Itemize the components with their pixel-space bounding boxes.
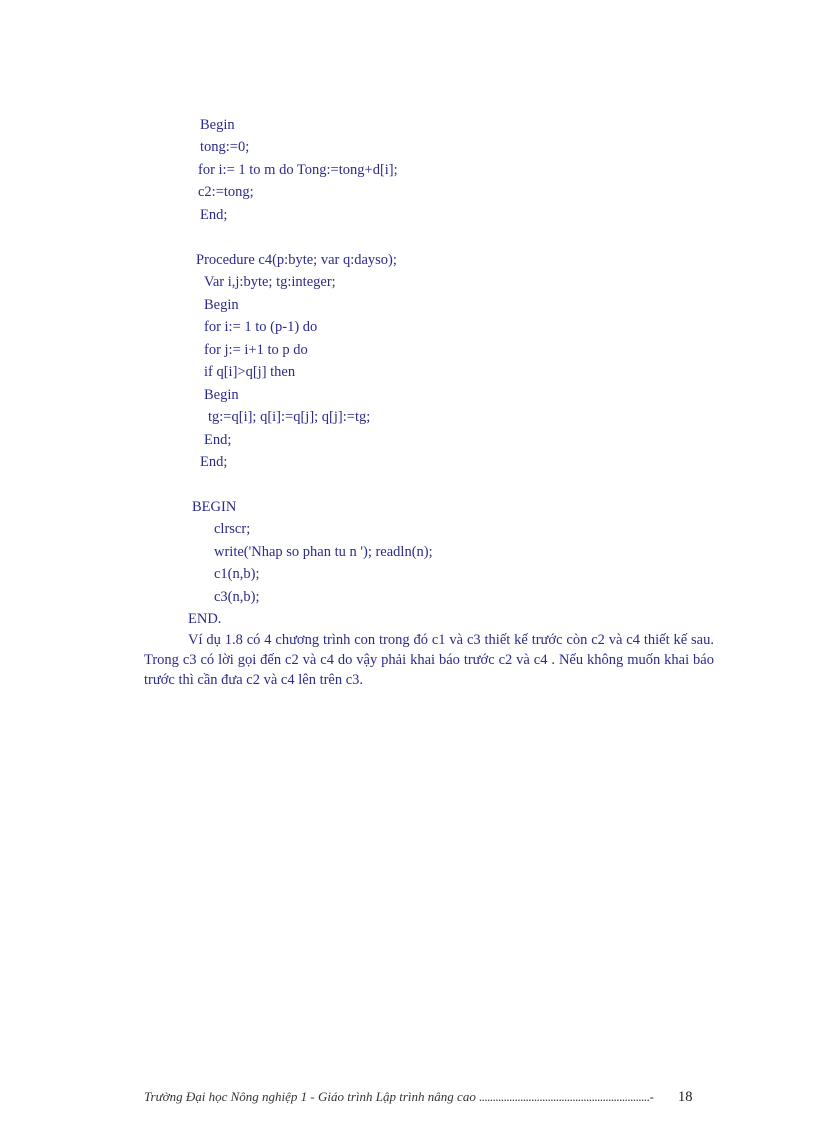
code-begin: Begin: [204, 297, 239, 313]
page-footer: [144, 1088, 696, 1104]
code-line: c3(n,b);: [214, 589, 260, 605]
code-end: End;: [200, 207, 228, 223]
code-line: for i:= 1 to (p-1) do: [204, 319, 318, 335]
explanation-paragraph: Ví dụ 1.8 có 4 chương trình con trong đó c1 và c3 thiết kế trước còn c2 và c4 thiết kế sau. Trong c3 có lời gọi đến c2 và c4 do vậy phải khai báo trước c2 và c4 . Nếu không muốn khai báo trước thì cần đưa c2 và c4 lên trên c3.: [144, 632, 714, 688]
code-line: tg:=q[i]; q[i]:=q[j]; q[j]:=tg;: [208, 409, 371, 425]
main-begin: BEGIN: [192, 499, 237, 515]
page-number: 18: [678, 1089, 693, 1105]
code-line: c1(n,b);: [214, 566, 260, 582]
code-line: if q[i]>q[j] then: [204, 364, 296, 380]
code-line: Var i,j:byte; tg:integer;: [204, 274, 336, 290]
code-line: for i:= 1 to m do Tong:=tong+d[i];: [198, 162, 398, 178]
code-line: clrscr;: [214, 521, 251, 537]
code-line: write('Nhap so phan tu n '); readln(n);: [214, 544, 433, 560]
code-begin: Begin: [200, 117, 235, 133]
footer-text: Trường Đại học Nông nghiệp 1 - Giáo trình Lập trình nâng cao: [144, 1089, 480, 1104]
main-end: END.: [188, 611, 222, 627]
procedure-header: Procedure c4(p:byte; var q:dayso);: [196, 252, 397, 268]
code-line: tong:=0;: [200, 139, 250, 155]
code-end: End;: [200, 454, 228, 470]
footer-dots: ..............................................................-: [479, 1089, 654, 1104]
code-line: c2:=tong;: [198, 184, 254, 200]
code-line: for j:= i+1 to p do: [204, 342, 308, 358]
code-end: End;: [204, 432, 232, 448]
code-begin: Begin: [204, 387, 239, 403]
